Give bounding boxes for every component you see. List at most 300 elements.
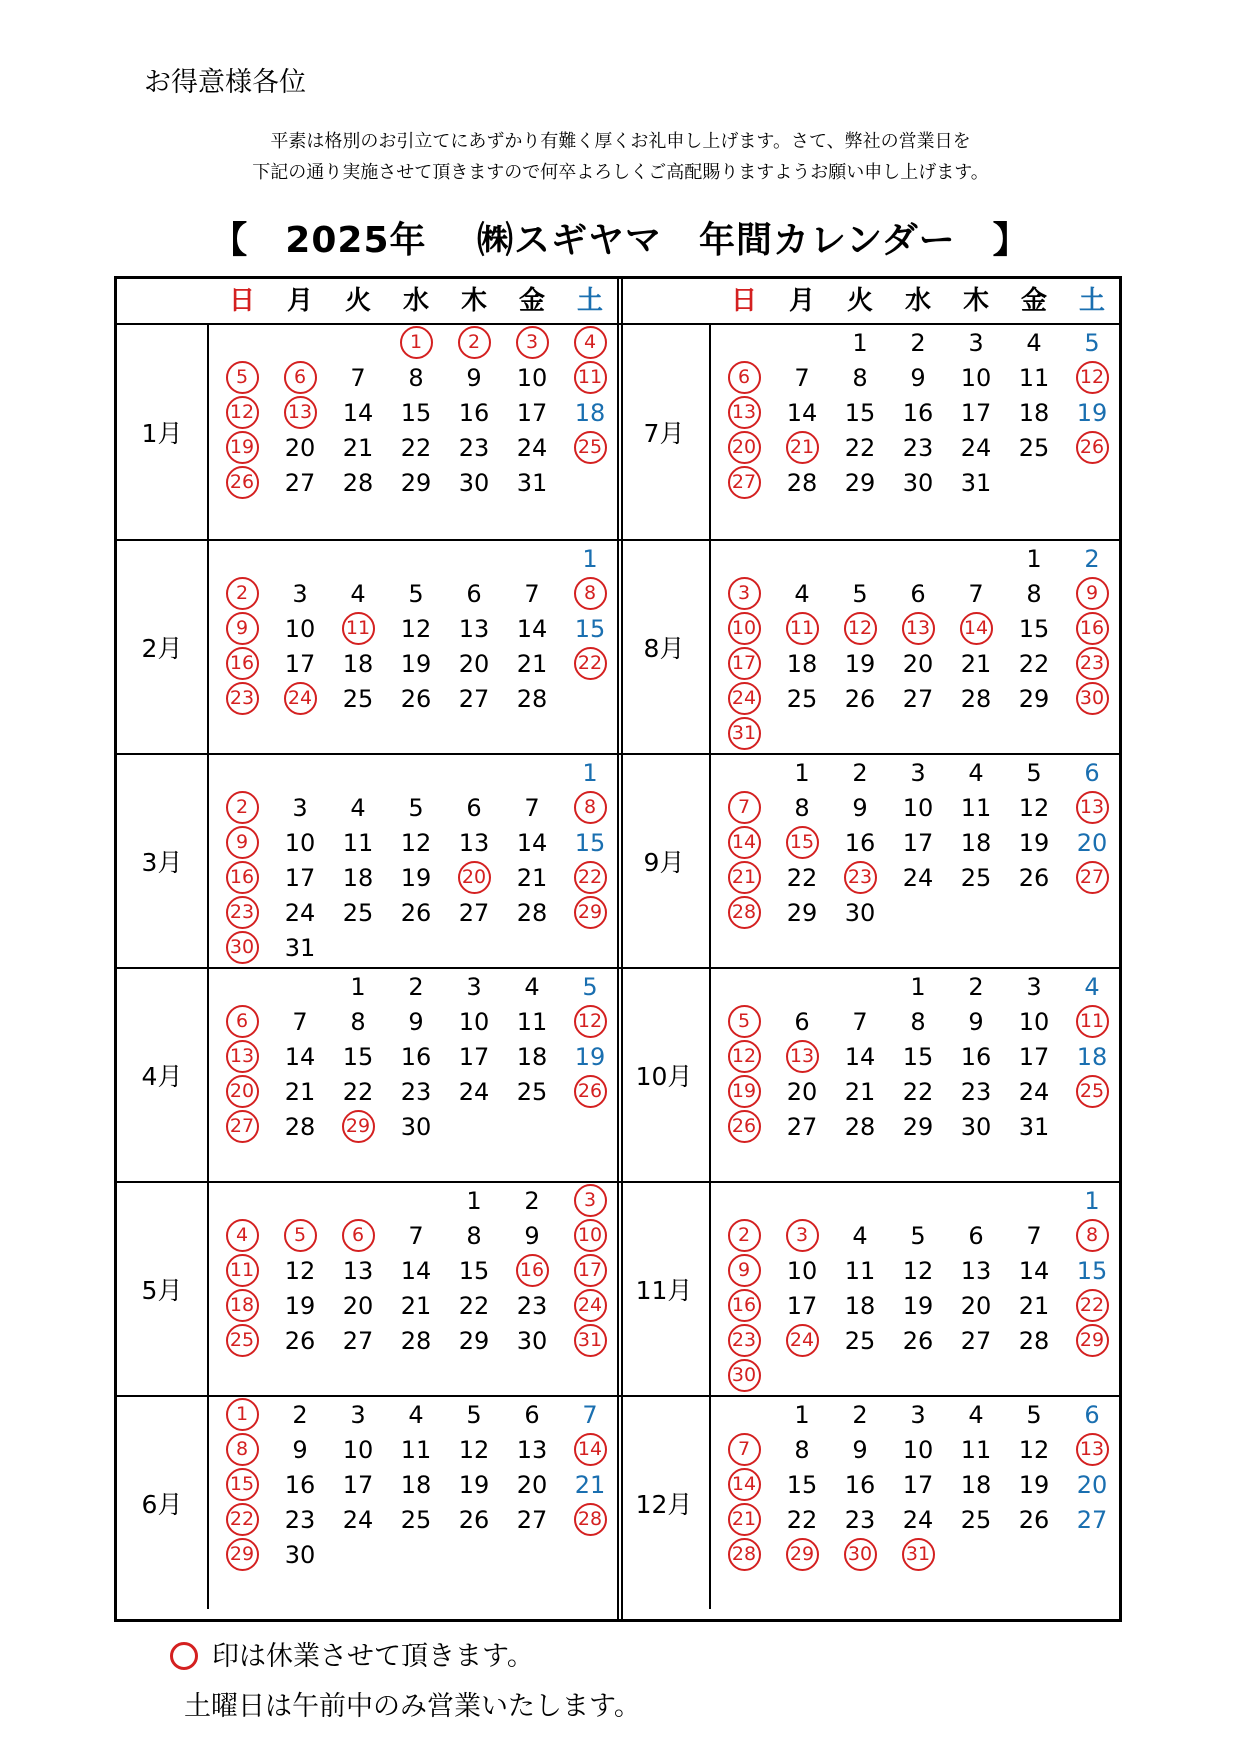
day-cell: 20 (1076, 829, 1108, 857)
day-cell (213, 611, 271, 647)
day-cell: 10 (458, 1008, 490, 1036)
day-cell: 18 (960, 829, 992, 857)
day-cell (503, 1253, 561, 1289)
day-cell: 12 (902, 1257, 934, 1285)
day-cell (213, 681, 271, 717)
day-cell (715, 1467, 773, 1503)
holiday-circle: 7 (728, 791, 761, 824)
holiday-circle: 12 (226, 396, 259, 429)
holiday-circle: 15 (786, 826, 819, 859)
day-cell (213, 1253, 271, 1289)
day-cell: 7 (968, 580, 984, 608)
day-cell (1063, 646, 1121, 682)
day-cell (715, 1109, 773, 1145)
holiday-circle: 6 (284, 361, 317, 394)
day-cell: 2 (524, 1187, 540, 1215)
day-cell: 8 (1026, 580, 1042, 608)
day-cell: 10 (516, 364, 548, 392)
day-cell (213, 790, 271, 826)
holiday-circle: 26 (574, 1075, 607, 1108)
day-cell (329, 1218, 387, 1254)
holiday-circle: 13 (284, 396, 317, 429)
day-cell: 4 (350, 794, 366, 822)
day-cell: 4 (408, 1401, 424, 1429)
day-cell: 12 (458, 1436, 490, 1464)
day-cell: 26 (458, 1506, 490, 1534)
day-cell: 23 (400, 1078, 432, 1106)
day-cell: 11 (844, 1257, 876, 1285)
day-cell: 14 (786, 399, 818, 427)
day-cell: 25 (400, 1506, 432, 1534)
day-cell: 23 (284, 1506, 316, 1534)
day-cell: 15 (574, 829, 606, 857)
holiday-circle: 13 (902, 612, 935, 645)
day-cell: 18 (960, 1471, 992, 1499)
holiday-circle: 12 (844, 612, 877, 645)
day-cell: 15 (458, 1257, 490, 1285)
day-cell (773, 1537, 831, 1573)
holiday-circle: 28 (574, 1503, 607, 1536)
day-cell: 22 (844, 434, 876, 462)
month-label: 5月 (117, 1183, 209, 1395)
holiday-circle: 26 (728, 1110, 761, 1143)
day-cell (715, 465, 773, 501)
holiday-circle: 10 (574, 1219, 607, 1252)
day-cell: 16 (400, 1043, 432, 1071)
month-block (117, 753, 617, 967)
holiday-circle: 31 (728, 717, 761, 750)
holiday-circle: 30 (1076, 682, 1109, 715)
day-cell: 1 (582, 759, 598, 787)
day-cell: 19 (574, 1043, 606, 1071)
day-cell: 11 (960, 794, 992, 822)
day-cell: 13 (458, 829, 490, 857)
holiday-circle: 23 (1076, 647, 1109, 680)
day-cell (773, 1218, 831, 1254)
day-cell (715, 1502, 773, 1538)
holiday-circle: 9 (728, 1254, 761, 1287)
day-cell: 1 (794, 759, 810, 787)
holiday-circle: 29 (574, 896, 607, 929)
holiday-circle: 9 (226, 826, 259, 859)
day-cell: 9 (852, 1436, 868, 1464)
day-cell: 27 (902, 685, 934, 713)
day-cell (213, 395, 271, 431)
weekday-label: 火 (344, 286, 371, 316)
day-cell (387, 325, 445, 361)
day-cell (715, 576, 773, 612)
day-cell: 17 (284, 864, 316, 892)
day-cell: 20 (342, 1292, 374, 1320)
holiday-circle: 16 (516, 1254, 549, 1287)
day-cell: 14 (516, 615, 548, 643)
day-cell (1063, 790, 1121, 826)
day-cell: 23 (960, 1078, 992, 1106)
day-cell (213, 1004, 271, 1040)
day-cell (715, 681, 773, 717)
day-cell: 18 (400, 1471, 432, 1499)
day-cell: 11 (400, 1436, 432, 1464)
day-cell: 15 (1018, 615, 1050, 643)
day-cell (1063, 1218, 1121, 1254)
day-cell: 22 (342, 1078, 374, 1106)
day-cell (715, 895, 773, 931)
day-cell: 16 (902, 399, 934, 427)
day-cell: 18 (342, 864, 374, 892)
holiday-circle: 11 (226, 1254, 259, 1287)
day-cell (213, 1218, 271, 1254)
circle-mark-icon (170, 1642, 198, 1670)
right-half (619, 279, 1119, 1619)
holiday-circle: 11 (574, 361, 607, 394)
day-cell: 30 (516, 1327, 548, 1355)
holiday-circle: 3 (786, 1219, 819, 1252)
day-cell: 4 (852, 1222, 868, 1250)
day-cell (773, 611, 831, 647)
day-cell (561, 325, 619, 361)
weekday-header-right (619, 279, 1119, 325)
day-cell: 22 (786, 1506, 818, 1534)
holiday-circle: 4 (226, 1219, 259, 1252)
holiday-circle: 16 (226, 861, 259, 894)
day-cell: 28 (844, 1113, 876, 1141)
day-cell: 20 (284, 434, 316, 462)
holiday-circle: 8 (1076, 1219, 1109, 1252)
day-cell: 19 (1018, 829, 1050, 857)
day-cell: 21 (1018, 1292, 1050, 1320)
day-cell: 24 (284, 899, 316, 927)
day-cell (213, 646, 271, 682)
day-cell (213, 1432, 271, 1468)
day-cell: 20 (458, 650, 490, 678)
day-cell (715, 1537, 773, 1573)
day-cell (561, 1074, 619, 1110)
day-cell: 15 (786, 1471, 818, 1499)
day-cell: 3 (350, 1401, 366, 1429)
holiday-circle: 2 (458, 326, 491, 359)
day-cell: 27 (516, 1506, 548, 1534)
day-cell: 18 (342, 650, 374, 678)
day-cell: 21 (284, 1078, 316, 1106)
day-cell: 24 (342, 1506, 374, 1534)
holiday-circle: 14 (728, 1468, 761, 1501)
day-cell: 18 (786, 650, 818, 678)
day-cell: 9 (466, 364, 482, 392)
day-cell: 15 (574, 615, 606, 643)
holiday-circle: 7 (728, 1433, 761, 1466)
holiday-circle: 1 (226, 1398, 259, 1431)
day-cell (213, 576, 271, 612)
day-cell: 21 (516, 650, 548, 678)
day-cell: 29 (844, 469, 876, 497)
day-cell: 6 (524, 1401, 540, 1429)
day-cell: 24 (458, 1078, 490, 1106)
holiday-circle: 20 (458, 861, 491, 894)
day-cell: 17 (458, 1043, 490, 1071)
month-block (117, 967, 617, 1181)
day-cell (889, 611, 947, 647)
day-cell: 17 (960, 399, 992, 427)
day-cell: 26 (400, 685, 432, 713)
weekday-label: 火 (846, 286, 873, 316)
day-cell (213, 1288, 271, 1324)
day-cell: 28 (516, 899, 548, 927)
day-cell (271, 360, 329, 396)
month-block (117, 539, 617, 753)
day-cell: 11 (516, 1008, 548, 1036)
day-cell: 17 (284, 650, 316, 678)
day-cell (213, 1537, 271, 1573)
day-cell: 22 (786, 864, 818, 892)
day-cell (715, 860, 773, 896)
day-cell (715, 646, 773, 682)
holiday-circle: 25 (226, 1324, 259, 1357)
day-cell (773, 1039, 831, 1075)
holiday-circle: 29 (786, 1538, 819, 1571)
holiday-circle: 6 (342, 1219, 375, 1252)
holiday-circle: 23 (226, 896, 259, 929)
annual-calendar (114, 276, 1122, 1622)
calendar-title: 【 2025年 ㈱スギヤマ 年間カレンダー 】 (211, 220, 1030, 261)
day-cell: 2 (968, 973, 984, 1001)
holiday-circle: 20 (728, 431, 761, 464)
holiday-circle: 23 (844, 861, 877, 894)
day-cell: 7 (292, 1008, 308, 1036)
weekday-label: 土 (1078, 286, 1105, 316)
day-cell: 2 (852, 759, 868, 787)
weekday-label: 日 (730, 286, 757, 316)
holiday-circle: 12 (574, 1005, 607, 1038)
holiday-circle: 5 (226, 361, 259, 394)
day-cell: 31 (284, 934, 316, 962)
holiday-circle: 9 (1076, 577, 1109, 610)
day-cell: 25 (1018, 434, 1050, 462)
day-cell: 9 (524, 1222, 540, 1250)
legend-saturday: 土曜日は午前中のみ営業いたします。 (184, 1691, 641, 1722)
day-cell: 8 (794, 794, 810, 822)
month-label: 6月 (117, 1397, 209, 1609)
holiday-circle: 18 (226, 1289, 259, 1322)
day-cell (561, 1502, 619, 1538)
holiday-circle: 12 (1076, 361, 1109, 394)
day-cell: 4 (968, 759, 984, 787)
holiday-circle: 9 (226, 612, 259, 645)
holiday-circle: 17 (728, 647, 761, 680)
weekday-label: 木 (962, 286, 989, 316)
day-cell: 10 (902, 1436, 934, 1464)
holiday-circle: 2 (226, 577, 259, 610)
day-cell (773, 430, 831, 466)
day-cell: 6 (1084, 1401, 1100, 1429)
day-cell (1063, 860, 1121, 896)
day-cell (1063, 611, 1121, 647)
day-cell (213, 360, 271, 396)
day-cell: 19 (1076, 399, 1108, 427)
holiday-circle: 8 (574, 577, 607, 610)
day-cell: 9 (910, 364, 926, 392)
day-cell: 29 (786, 899, 818, 927)
day-cell (561, 360, 619, 396)
day-cell: 3 (466, 973, 482, 1001)
day-cell: 15 (902, 1043, 934, 1071)
day-cell: 18 (844, 1292, 876, 1320)
holiday-circle: 22 (574, 647, 607, 680)
day-cell: 13 (458, 615, 490, 643)
holiday-circle: 13 (728, 396, 761, 429)
day-cell (1063, 1432, 1121, 1468)
holiday-circle: 29 (342, 1110, 375, 1143)
day-cell: 9 (968, 1008, 984, 1036)
day-cell (213, 465, 271, 501)
day-cell: 7 (350, 364, 366, 392)
day-cell: 23 (516, 1292, 548, 1320)
holiday-circle: 16 (1076, 612, 1109, 645)
day-cell: 7 (1026, 1222, 1042, 1250)
day-cell: 14 (516, 829, 548, 857)
day-cell: 15 (1076, 1257, 1108, 1285)
day-cell (561, 430, 619, 466)
day-cell: 25 (960, 1506, 992, 1534)
day-cell: 22 (400, 434, 432, 462)
day-cell (503, 325, 561, 361)
holiday-circle: 22 (1076, 1289, 1109, 1322)
intro-text (0, 126, 1241, 188)
day-cell (213, 1039, 271, 1075)
weekday-label: 木 (460, 286, 487, 316)
holiday-circle: 31 (574, 1324, 607, 1357)
holiday-circle: 2 (728, 1219, 761, 1252)
month-block (619, 967, 1119, 1181)
holiday-circle: 3 (516, 326, 549, 359)
holiday-circle: 22 (226, 1503, 259, 1536)
day-cell: 10 (284, 829, 316, 857)
weekday-label: 月 (286, 286, 313, 316)
day-cell: 30 (458, 469, 490, 497)
day-cell: 26 (1018, 1506, 1050, 1534)
holiday-circle: 21 (728, 1503, 761, 1536)
holiday-circle: 8 (574, 791, 607, 824)
weekday-header-left (117, 279, 617, 325)
day-cell: 22 (902, 1078, 934, 1106)
day-cell: 30 (284, 1541, 316, 1569)
day-cell: 17 (786, 1292, 818, 1320)
day-cell: 12 (284, 1257, 316, 1285)
day-cell: 6 (794, 1008, 810, 1036)
day-cell (213, 1467, 271, 1503)
holiday-circle: 6 (226, 1005, 259, 1038)
day-cell: 31 (960, 469, 992, 497)
day-cell: 14 (400, 1257, 432, 1285)
day-cell: 1 (1084, 1187, 1100, 1215)
day-cell: 7 (852, 1008, 868, 1036)
day-cell (715, 1432, 773, 1468)
holiday-circle: 3 (574, 1184, 607, 1217)
month-label: 11月 (619, 1183, 711, 1395)
month-block (117, 325, 617, 539)
day-cell: 24 (1018, 1078, 1050, 1106)
day-cell: 19 (400, 864, 432, 892)
day-cell (831, 860, 889, 896)
day-cell: 23 (458, 434, 490, 462)
day-cell: 14 (284, 1043, 316, 1071)
day-cell: 4 (350, 580, 366, 608)
holiday-circle: 14 (960, 612, 993, 645)
day-cell (213, 1323, 271, 1359)
day-cell (213, 430, 271, 466)
day-cell: 30 (844, 899, 876, 927)
day-cell: 29 (902, 1113, 934, 1141)
day-cell (561, 895, 619, 931)
day-cell: 23 (902, 434, 934, 462)
day-cell (1063, 430, 1121, 466)
weekday-label: 水 (904, 286, 931, 316)
day-cell: 16 (284, 1471, 316, 1499)
day-cell: 21 (844, 1078, 876, 1106)
day-cell: 20 (786, 1078, 818, 1106)
day-cell (1063, 1074, 1121, 1110)
holiday-circle: 20 (226, 1075, 259, 1108)
day-cell: 16 (844, 1471, 876, 1499)
holiday-circle: 11 (786, 612, 819, 645)
day-cell (213, 1109, 271, 1145)
day-cell (213, 825, 271, 861)
holiday-circle: 30 (728, 1359, 761, 1392)
day-cell: 25 (516, 1078, 548, 1106)
day-cell: 13 (960, 1257, 992, 1285)
holiday-circle: 30 (844, 1538, 877, 1571)
holiday-circle: 16 (226, 647, 259, 680)
day-cell: 6 (968, 1222, 984, 1250)
holiday-circle: 24 (284, 682, 317, 715)
day-cell: 5 (582, 973, 598, 1001)
day-cell: 2 (292, 1401, 308, 1429)
month-label: 3月 (117, 755, 209, 967)
day-cell (213, 930, 271, 966)
holiday-circle: 22 (574, 861, 607, 894)
day-cell: 10 (284, 615, 316, 643)
day-cell: 26 (400, 899, 432, 927)
day-cell: 13 (516, 1436, 548, 1464)
day-cell: 27 (342, 1327, 374, 1355)
day-cell: 10 (902, 794, 934, 822)
day-cell (773, 825, 831, 861)
day-cell: 8 (350, 1008, 366, 1036)
day-cell (213, 1397, 271, 1433)
day-cell: 3 (292, 794, 308, 822)
day-cell: 14 (1018, 1257, 1050, 1285)
legend-holiday-text: 印は休業させて頂きます。 (212, 1641, 534, 1672)
holiday-circle: 23 (226, 682, 259, 715)
day-cell (561, 646, 619, 682)
day-cell: 10 (342, 1436, 374, 1464)
day-cell (831, 1537, 889, 1573)
day-cell: 14 (844, 1043, 876, 1071)
day-cell: 25 (960, 864, 992, 892)
day-cell: 19 (284, 1292, 316, 1320)
day-cell: 4 (524, 973, 540, 1001)
day-cell: 31 (516, 469, 548, 497)
day-cell: 10 (1018, 1008, 1050, 1036)
salutation: お得意様各位 (144, 67, 306, 98)
day-cell: 4 (1084, 973, 1100, 1001)
day-cell: 5 (408, 794, 424, 822)
holiday-circle: 28 (728, 896, 761, 929)
day-cell: 28 (516, 685, 548, 713)
day-cell: 27 (1076, 1506, 1108, 1534)
holiday-circle: 4 (574, 326, 607, 359)
holiday-circle: 10 (728, 612, 761, 645)
day-cell: 25 (342, 685, 374, 713)
